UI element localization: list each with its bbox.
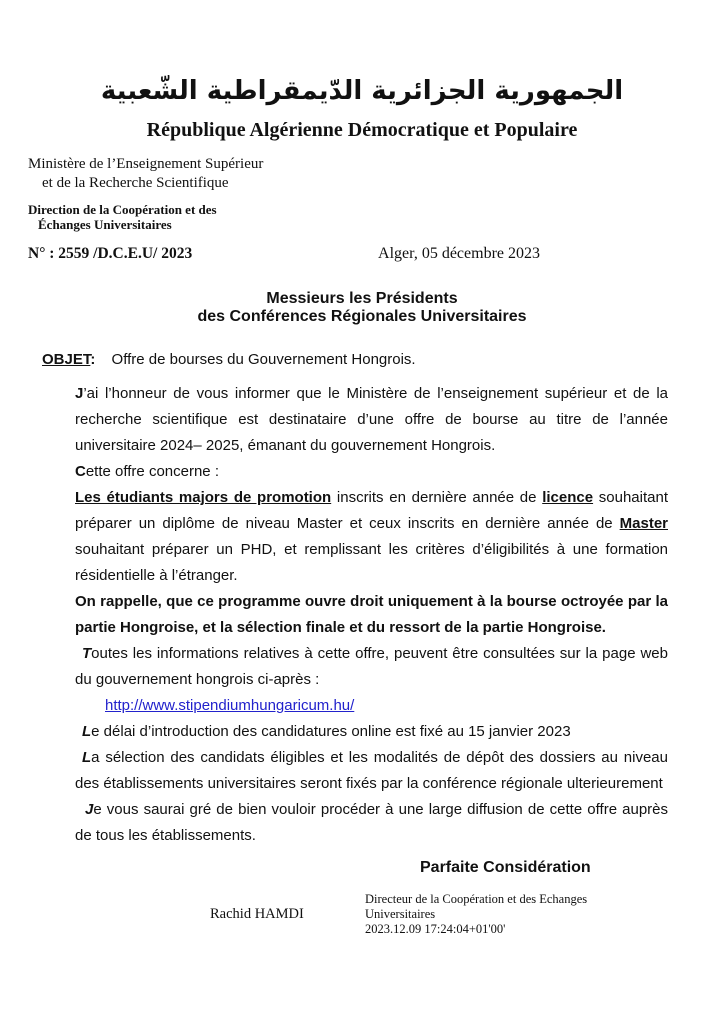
- paragraph-reminder: On rappelle, que ce programme ouvre droit uniquement à la bourse octroyée par la partie Hongroise, et la sélection finale et du ressort de la partie Hongroise.: [75, 593, 668, 636]
- subject-text: Offre de bourses du Gouvernement Hongrois.: [111, 351, 416, 368]
- signature-block: [0, 891, 724, 981]
- closing-formula: Parfaite Considération: [420, 859, 591, 876]
- drop-cap: J: [75, 385, 84, 402]
- subject-colon: :: [90, 351, 96, 368]
- paragraph-concern: [75, 459, 668, 485]
- paragraph-text: souhaitant préparer un PHD, et remplissant les critères d’éligibilités à une formation résidentielle à l’étranger.: [75, 541, 668, 584]
- direction-block: [28, 202, 724, 232]
- direction-line2: Échanges Universitaires: [38, 217, 172, 232]
- paragraph-intro: [75, 381, 668, 459]
- addressee-block: [0, 290, 724, 326]
- addressee-line1: Messieurs les Présidents: [266, 290, 458, 307]
- paragraph-text: inscrits en dernière année de: [331, 489, 543, 506]
- emphasis-underline: Master: [619, 515, 668, 532]
- letter-body: [75, 381, 668, 849]
- paragraph-text: ette offre concerne :: [85, 463, 219, 480]
- signatory-title-line1: Directeur de la Coopération et des Echanges: [365, 892, 588, 906]
- reference-number: N° : 2559 /D.C.E.U/ 2023: [28, 245, 193, 262]
- drop-cap: T: [82, 645, 92, 662]
- signatory-name: Rachid HAMDI: [210, 906, 304, 922]
- place-date: Alger, 05 décembre 2023: [378, 245, 540, 262]
- paragraph-deadline: [75, 719, 668, 745]
- title-french: République Algérienne Démocratique et Populaire: [146, 119, 578, 141]
- drop-cap: J: [85, 801, 94, 818]
- paragraph-selection: [75, 745, 668, 797]
- paragraph-text: outes les informations relatives à cette offre, peuvent être consultées sur la page web du gouvernement hongrois ci-après :: [75, 645, 668, 688]
- ministry-line2: et de la Recherche Scientifique: [42, 175, 229, 191]
- paragraph-text: souhaitant préparer un diplôme de niveau Master et ceux inscrits en dernière année de: [75, 489, 669, 532]
- ministry-block: [28, 155, 724, 193]
- paragraph-text: e vous saurai gré de bien vouloir procéder à une large diffusion de cette offre auprès de tous les établissements.: [75, 801, 668, 844]
- paragraph-link: [75, 693, 668, 719]
- subject-label: OBJET: [42, 351, 91, 368]
- title-arabic: الجمهورية الجزائرية الدّيمقراطية الشّعبية: [100, 76, 624, 106]
- drop-cap: L: [82, 723, 92, 740]
- ministry-line1: Ministère de l’Enseignement Supérieur: [28, 156, 264, 172]
- paragraph-eligibility: [75, 485, 668, 589]
- signatory-title-line2: Universitaires: [365, 907, 436, 921]
- emphasis-underline: Les étudiants majors de promotion: [75, 489, 332, 506]
- drop-cap: L: [82, 749, 92, 766]
- drop-cap: C: [75, 463, 86, 480]
- digital-signature-stamp: [365, 892, 587, 937]
- reference-row: [28, 245, 668, 263]
- emphasis-underline: licence: [542, 489, 594, 506]
- direction-line1: Direction de la Coopération et des: [28, 202, 217, 217]
- paragraph-diffusion: [75, 797, 668, 849]
- subject-line: [42, 351, 724, 368]
- paragraph-text: a sélection des candidats éligibles et les modalités de dépôt des dossiers au niveau des établissements universitaires seront fixés par la conférence régionale ulterieurement: [75, 749, 668, 792]
- signature-timestamp: 2023.12.09 17:24:04+01'00': [365, 922, 506, 936]
- paragraph-text: ’ai l’honneur de vous informer que le Ministère de l’enseignement supérieur et de la recherche scientifique est destinataire d’une offre de bourse au titre de l’année universitaire 2024– 2025, émanant du gouvernement Hongrois.: [75, 385, 668, 454]
- stipendium-hungaricum-link[interactable]: http://www.stipendiumhungaricum.hu/: [105, 697, 355, 714]
- addressee-line2: des Conférences Régionales Universitaires: [197, 308, 527, 325]
- paragraph-info: [75, 641, 668, 693]
- paragraph-text: e délai d’introduction des candidatures online est fixé au 15 janvier 2023: [91, 723, 571, 740]
